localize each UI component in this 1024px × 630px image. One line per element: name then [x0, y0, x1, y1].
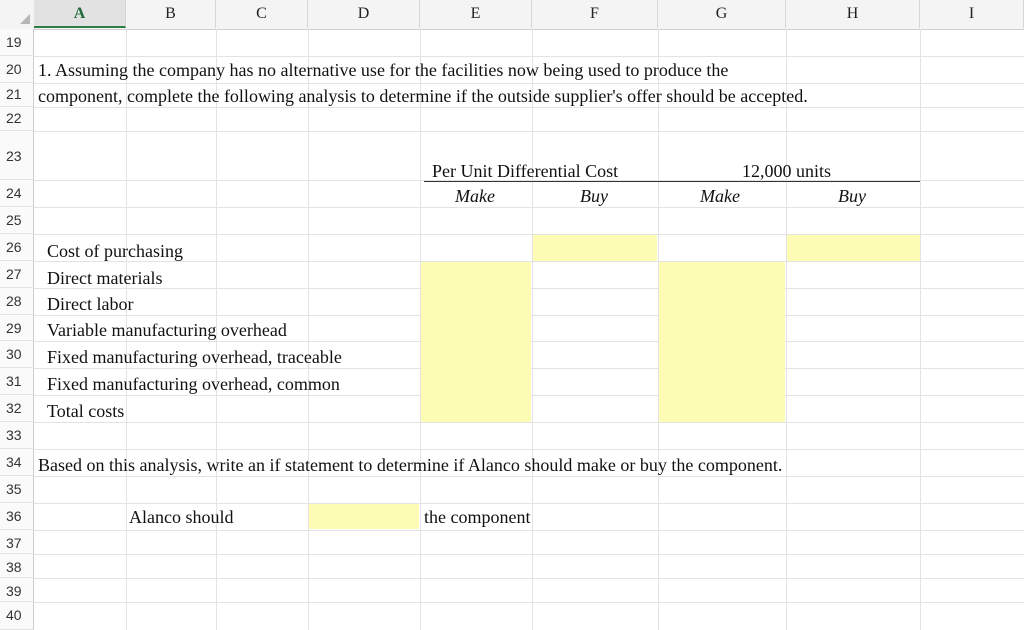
gridline — [34, 83, 1024, 84]
gridline — [34, 503, 1024, 504]
row-header-40[interactable]: 40 — [0, 602, 34, 630]
gridline — [34, 422, 1024, 423]
instruction-line-1: 1. Assuming the company has no alternative use for the facilities now being used to produce the — [38, 60, 729, 80]
row-header-19[interactable]: 19 — [0, 29, 34, 56]
label-direct-materials: Direct materials — [47, 268, 163, 288]
gridline — [920, 29, 921, 630]
row-header-37[interactable]: 37 — [0, 530, 34, 554]
row-header-34[interactable]: 34 — [0, 449, 34, 476]
row-header-22[interactable]: 22 — [0, 107, 34, 131]
gridline — [34, 56, 1024, 57]
gridline — [308, 29, 309, 630]
select-all-corner[interactable] — [0, 0, 35, 28]
input-cell-F26[interactable] — [533, 235, 657, 261]
instruction-line-2: component, complete the following analysis to determine if the outside supplier's offer should be accepted. — [38, 86, 808, 106]
label-fixed-overhead-common: Fixed manufacturing overhead, common — [47, 374, 340, 394]
row-header-33[interactable]: 33 — [0, 422, 34, 449]
input-range-G27-G32[interactable] — [659, 262, 785, 422]
make-header-per-unit: Make — [455, 186, 495, 206]
the-component-label: the component — [424, 507, 531, 527]
buy-header-per-unit: Buy — [580, 186, 608, 206]
column-header-H[interactable]: H — [786, 0, 920, 28]
row-header-26[interactable]: 26 — [0, 234, 34, 261]
select-all-icon — [20, 14, 30, 24]
gridline — [34, 602, 1024, 603]
row-header-39[interactable]: 39 — [0, 578, 34, 602]
column-header-F[interactable]: F — [532, 0, 658, 28]
gridline — [34, 207, 1024, 208]
header-rule — [424, 181, 920, 182]
gridline — [786, 29, 787, 630]
column-header-C[interactable]: C — [216, 0, 308, 28]
column-header-G[interactable]: G — [658, 0, 786, 28]
row-header-30[interactable]: 30 — [0, 341, 34, 368]
gridline — [34, 578, 1024, 579]
gridline — [532, 29, 533, 630]
gridline — [34, 449, 1024, 450]
row-header-31[interactable]: 31 — [0, 368, 34, 395]
row-header-36[interactable]: 36 — [0, 503, 34, 530]
input-range-E27-E32[interactable] — [421, 262, 531, 422]
label-cost-of-purchasing: Cost of purchasing — [47, 241, 183, 261]
if-statement-prompt: Based on this analysis, write an if statement to determine if Alanco should make or buy the component. — [38, 455, 783, 475]
total-units-header: 12,000 units — [742, 161, 832, 181]
gridline — [34, 530, 1024, 531]
column-header-D[interactable]: D — [308, 0, 420, 28]
column-header-A[interactable]: A — [34, 0, 126, 28]
row-header-29[interactable]: 29 — [0, 315, 34, 341]
row-header-25[interactable]: 25 — [0, 207, 34, 234]
column-header-E[interactable]: E — [420, 0, 532, 28]
row-header-20[interactable]: 20 — [0, 56, 34, 83]
row-header-28[interactable]: 28 — [0, 288, 34, 315]
per-unit-header: Per Unit Differential Cost — [432, 161, 619, 181]
gridline — [34, 476, 1024, 477]
row-header-27[interactable]: 27 — [0, 261, 34, 288]
label-variable-overhead: Variable manufacturing overhead — [47, 320, 287, 340]
row-header-23[interactable]: 23 — [0, 131, 34, 180]
row-header-35[interactable]: 35 — [0, 476, 34, 503]
label-direct-labor: Direct labor — [47, 294, 134, 314]
row-header-32[interactable]: 32 — [0, 395, 34, 422]
row-header-38[interactable]: 38 — [0, 554, 34, 578]
alanco-should-label: Alanco should — [129, 507, 234, 527]
row-header-21[interactable]: 21 — [0, 83, 34, 107]
label-total-costs: Total costs — [47, 401, 125, 421]
column-header-I[interactable]: I — [920, 0, 1024, 28]
row-header-24[interactable]: 24 — [0, 180, 34, 207]
gridline — [34, 554, 1024, 555]
make-header-total: Make — [700, 186, 740, 206]
input-cell-H26[interactable] — [787, 235, 920, 261]
gridline — [34, 107, 1024, 108]
buy-header-total: Buy — [838, 186, 866, 206]
label-fixed-overhead-traceable: Fixed manufacturing overhead, traceable — [47, 347, 342, 367]
input-cell-D36[interactable] — [309, 504, 419, 529]
column-header-B[interactable]: B — [126, 0, 216, 28]
gridline — [34, 131, 1024, 132]
